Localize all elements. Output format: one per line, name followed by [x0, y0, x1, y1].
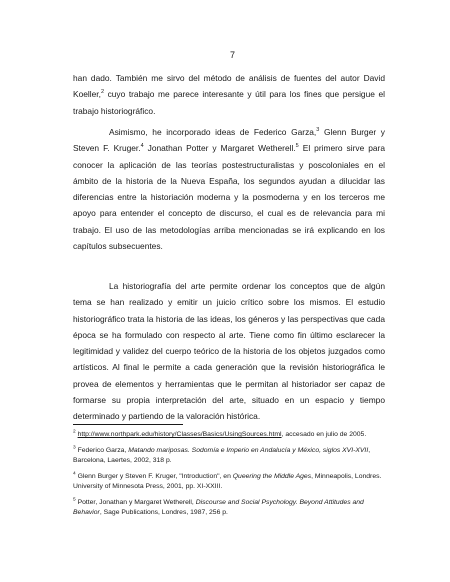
footnote-author: Glenn Burger y Steven F. Kruger, "Introduction", en: [77, 473, 233, 480]
footnote-ref-5: 5: [295, 143, 299, 150]
footnote-4: [73, 472, 393, 492]
footnote-text: , accesado en julio de 2005.: [281, 431, 367, 438]
footnote-number: 4: [73, 471, 76, 477]
footnote-5: [73, 498, 393, 518]
footnote-number: 3: [73, 445, 76, 451]
page-number: 7: [230, 50, 236, 60]
paragraph-2-text-d: El primero sirve para conocer la aplicación de las teorías postestructuralistas y poscoloniales en el ámbito de la historia de la Nueva España, los segundos ayudan a dilucidar las diferencias entre la historiación moderna y la posmoderna y en los terceros me apoyo para entender el concepto de discurso, el cual es de relevancia para mi trabajo. El uso de las metodologías arriba mencionadas se irá explicando en los capítulos subsecuentes.: [73, 143, 385, 252]
paragraph-2-text-b: Glenn Burger y Steven F. Kruger.: [73, 127, 385, 154]
footnote-number: 2: [73, 429, 76, 435]
footnote-ref-2: 2: [100, 89, 104, 96]
footnote-3: [73, 446, 393, 466]
footnote-separator: [73, 424, 183, 425]
footnotes: [73, 430, 393, 524]
footnote-2: [73, 430, 393, 440]
footnote-author: Federico Garza,: [77, 447, 129, 454]
footnote-title: Matando mariposas. Sodomía e Imperio en Andalucía y México, siglos XVI-XVII: [128, 447, 369, 454]
footnote-text: , Barcelona, Laertes, 2002, 318 p.: [73, 447, 371, 464]
footnote-author: Potter, Jonathan y Margaret Wetherell,: [77, 499, 196, 506]
paragraph-1: [73, 70, 385, 119]
footnote-text: , Sage Publications, Londres, 1987, 256 p.: [99, 509, 228, 516]
footnote-number: 5: [73, 497, 76, 503]
footnote-ref-3: 3: [316, 127, 320, 134]
paragraph-3: La historiografía del arte permite ordenar los conceptos que de algún tema se han realizado y emitir un juicio crítico sobre los mismos. El estudio historiográfico trata la historia de las ideas, los géneros y las perspectivas que cada época se ha formulado con respecto al arte. Tiene como fin último esclarecer la legitimidad y validez del cuerpo teórico de la historia de los objetos juzgados como artísticos. Al final le permite a cada generación que la revisión historiográfica le provea de elementos y herramientas que le permitan al historiador ser capaz de formarse su propia interpretación del arte, situado en un espacio y tiempo determinado y partiendo de la valoración histórica.: [73, 281, 385, 422]
footnote-ref-4: 4: [140, 143, 144, 150]
paragraph-1-text-b: cuyo trabajo me parece interesante y útil para los fines que persigue el trabajo historiográfico.: [73, 89, 385, 116]
paragraph-1-text-a: han dado. También me sirvo del método de análisis de fuentes del autor David Koeller,: [73, 73, 385, 100]
paragraph-2: [73, 124, 385, 254]
paragraph-2-text-c: Jonathan Potter y Margaret Wetherell.: [143, 143, 296, 154]
footnote-title: Discourse and Social Psychology. Beyond Attitudes and Behavior: [73, 499, 364, 516]
footnote-title: Queering the Middle Ages: [232, 473, 312, 480]
footnote-text: , Minneapolis, Londres. University of Minnesota Press, 2001, pp. XI-XXIII.: [73, 473, 382, 490]
footnote-link[interactable]: http://www.northpark.edu/history/Classes/Basics/UsingSources.html: [77, 431, 282, 438]
paragraph-2-text-a: Asimismo, he incorporado ideas de Federico Garza,: [109, 127, 317, 137]
